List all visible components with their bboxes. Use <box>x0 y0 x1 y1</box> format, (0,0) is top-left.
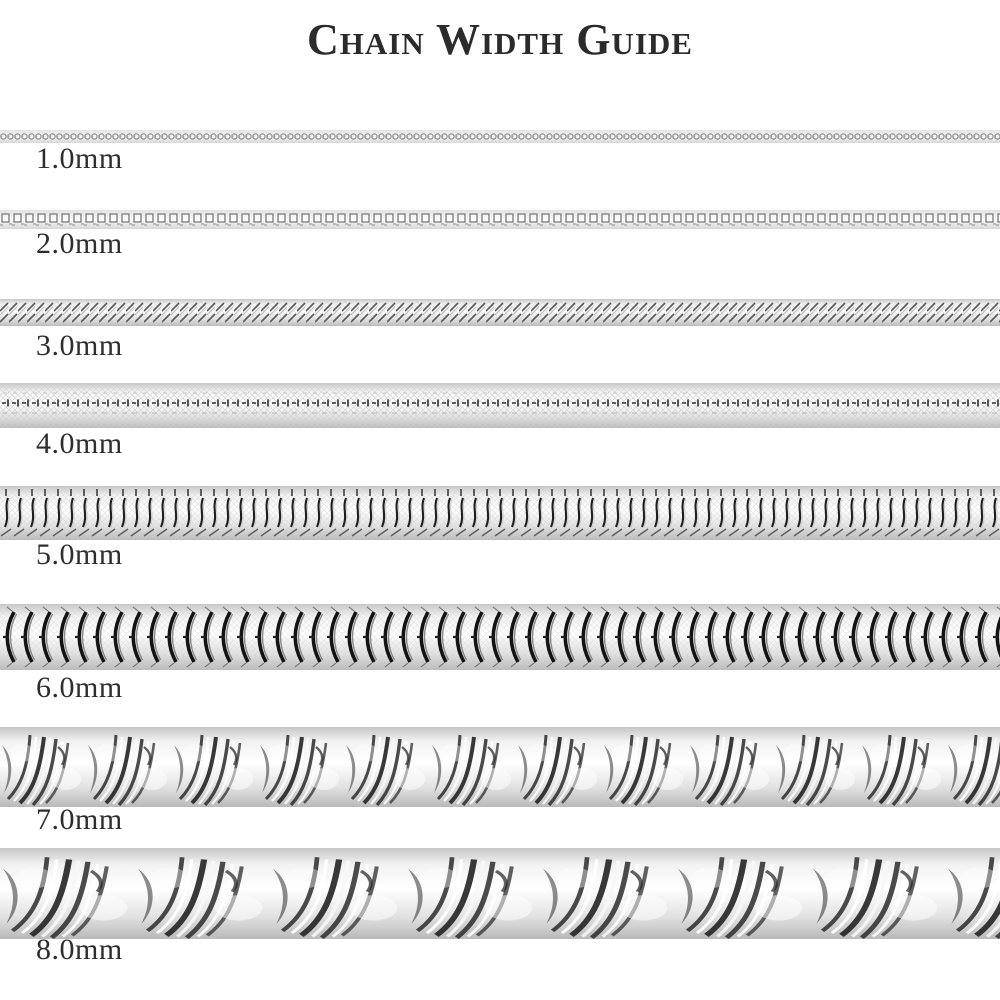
page-title: Chain Width Guide <box>307 15 693 64</box>
chain-image-8mm <box>0 848 1000 939</box>
size-label-1mm: 1.0mm <box>36 142 123 175</box>
chain-image-3mm <box>0 299 1000 326</box>
chain-image-2mm <box>0 210 1000 229</box>
size-label-2mm: 2.0mm <box>36 227 123 260</box>
chain-image-7mm <box>0 727 1000 807</box>
size-label-8mm: 8.0mm <box>36 933 123 966</box>
size-label-3mm: 3.0mm <box>36 329 123 362</box>
chain-image-1mm <box>0 130 1000 143</box>
chain-image-5mm <box>0 486 1000 540</box>
chain-image-4mm <box>0 383 1000 428</box>
size-label-5mm: 5.0mm <box>36 538 123 571</box>
chain-image-6mm <box>0 604 1000 670</box>
size-label-4mm: 4.0mm <box>36 427 123 460</box>
size-label-6mm: 6.0mm <box>36 671 123 704</box>
size-label-7mm: 7.0mm <box>36 803 123 836</box>
